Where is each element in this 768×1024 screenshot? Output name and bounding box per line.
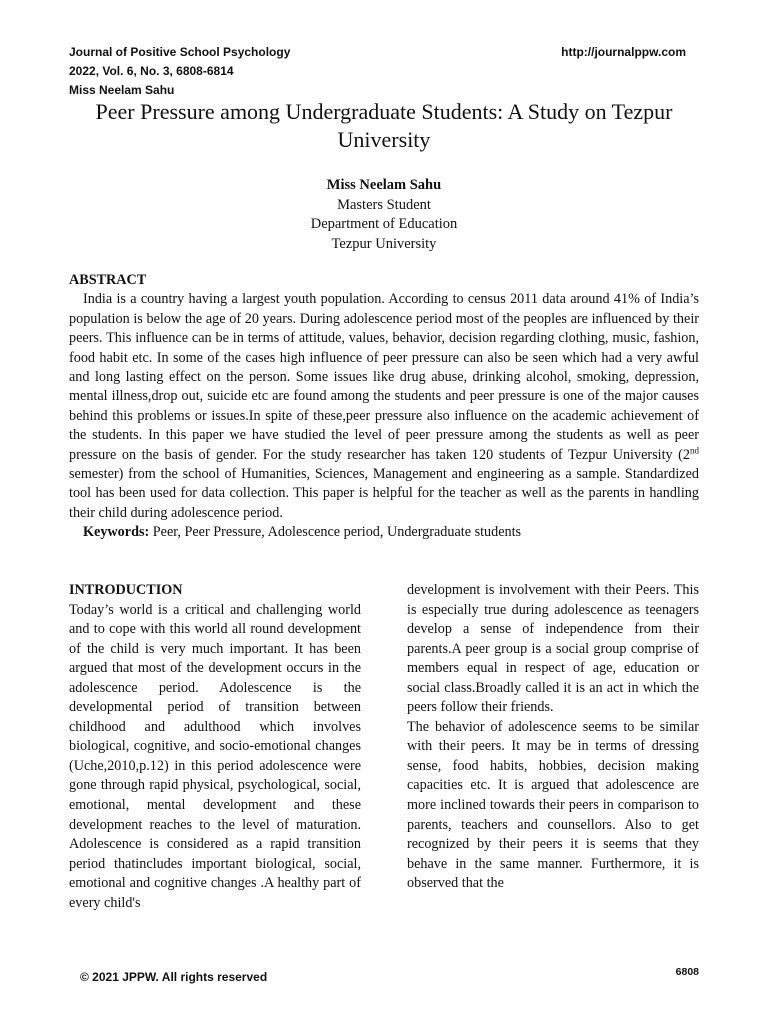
footer-copyright: © 2021 JPPW. All rights reserved	[80, 970, 268, 984]
introduction-paragraph-1: Today’s world is a critical and challenging world and to cope with this world all round development of the child is very much important. It has been argued that most of the development occurs in the adolescence period. Adolescence is the developmental period of transition between childhood and adulthood which involves biological, cognitive, and socio-emotional changes (Uche,2010,p.12) in this period adolescence were gone through rapid physical, psychological, social, emotional, mental development and these development reaches to the level of maturation. Adolescence is considered as a rapid transition period thatincludes important biological, social, emotional and cognitive changes .A healthy part of every child's	[69, 601, 361, 911]
abstract-text-part2: semester) from the school of Humanities, Sciences, Management and engineering as a sample. Standardized tool has been used for data collection. This paper is helpful for the teacher as well as the parents in handling their child during adolescence period.	[69, 466, 699, 521]
introduction-paragraph-2: development is involvement with their Peers. This is especially true during adolescence as teenagers develop a sense of independence from their parents.A peer group is a social group comprise of members equal in respect of age, education or social class.Broadly called it is an act in which the peers follow their friends.	[407, 582, 699, 716]
author-institution: Tezpur University	[331, 235, 437, 252]
keywords-line	[69, 523, 699, 542]
header-author: Miss Neelam Sahu	[69, 83, 175, 97]
column-left	[69, 581, 361, 913]
introduction-paragraph-3: The behavior of adolescence seems to be similar with their peers. It may be in terms of dressing sense, food habits, hobbies, decision making capacities etc. It is argued that adolescence are more inclined towards their peers in comparison to parents, teachers and counsellors. Also to get recognized by their peers it is seems that they behave in the same manner. Furthermore, it is observed that the	[407, 718, 699, 892]
abstract-heading: ABSTRACT	[69, 272, 147, 288]
abstract-text-part1: India is a country having a largest youth population. According to census 2011 data around 41% of India’s population is below the age of 20 years. During adolescence period most of the peoples are influenced by their peers. This influence can be in terms of attitude, values, behavior, decision regarding clothing, music, fashion, food habit etc. In some of the cases high influence of peer pressure can also be seen which had a very awful and long lasting effect on the person. Some issues like drug abuse, drinking alcohol, smoking, depression, mental illness,drop out, suicide etc are found among the students and peer pressure is one of the major causes behind this problems or issues.In spite of these,peer pressure also influence on the academic achievement of the students. In this paper we have studied the level of peer pressure among the students as well as peer pressure on the basis of gender. For the study researcher has taken 120 students of Tezpur University (2	[69, 291, 699, 463]
journal-header	[69, 43, 290, 100]
keywords-list: Peer, Peer Pressure, Adolescence period, Undergraduate students	[149, 524, 522, 541]
page-number: 6808	[675, 966, 699, 978]
abstract-text	[69, 290, 699, 523]
author-name: Miss Neelam Sahu	[326, 177, 442, 193]
author-block	[184, 176, 584, 254]
abstract-superscript: nd	[690, 444, 699, 455]
paper-title: Peer Pressure among Undergraduate Students: A Study on Tezpur University	[95, 99, 673, 152]
abstract-section	[69, 271, 699, 543]
journal-issue: 2022, Vol. 6, No. 3, 6808-6814	[69, 64, 234, 78]
column-right	[407, 581, 699, 894]
author-department: Department of Education	[310, 216, 458, 232]
author-role: Masters Student	[337, 196, 431, 213]
journal-url[interactable]: http://journalppw.com	[561, 45, 686, 59]
journal-name: Journal of Positive School Psychology	[69, 45, 291, 59]
introduction-heading: INTRODUCTION	[69, 582, 183, 598]
keywords-label: Keywords:	[83, 524, 150, 541]
